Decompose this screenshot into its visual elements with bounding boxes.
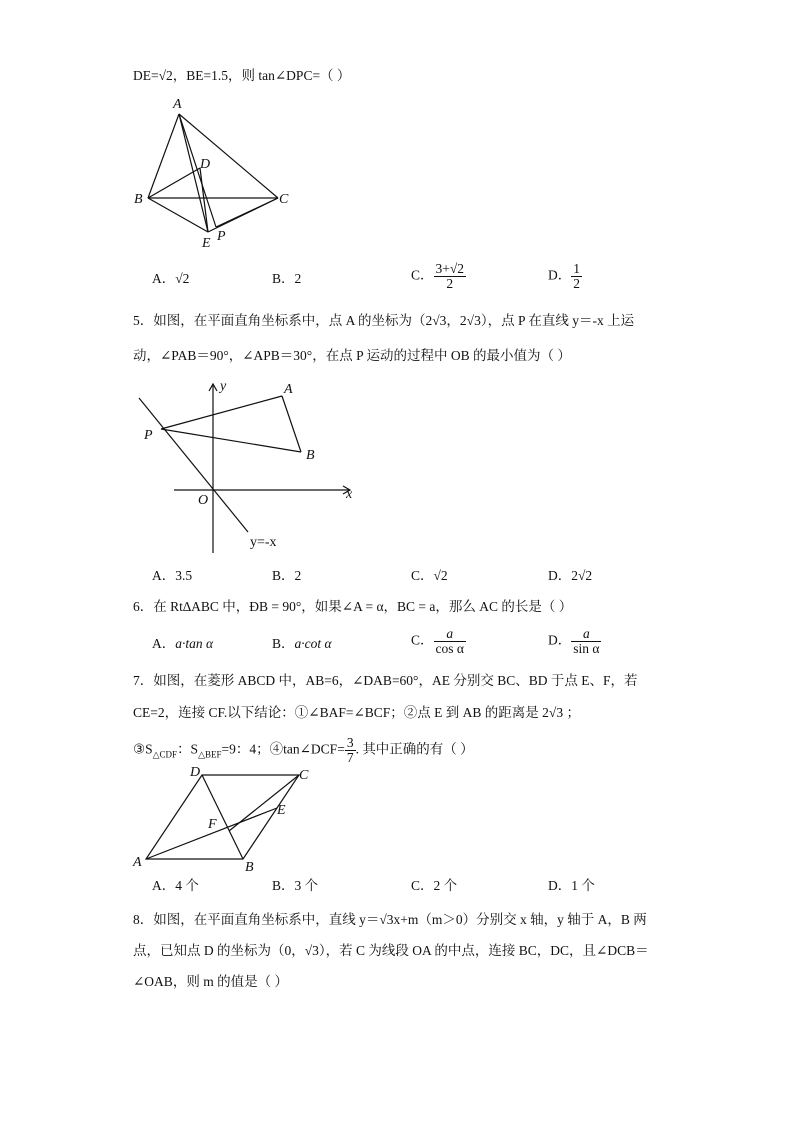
q5-label-a: A — [284, 382, 293, 397]
q5-figure — [130, 370, 365, 560]
q7-option-d[interactable]: D．1 个 — [548, 878, 595, 893]
q5-label-x: x — [346, 487, 353, 502]
q4-option-c[interactable]: C． $\frac{3+√2}{2}$ — [411, 261, 465, 291]
q7-label-a: A — [133, 855, 142, 870]
q7-label-c: C — [299, 768, 309, 783]
q4-option-b[interactable]: B．2 — [272, 271, 302, 286]
q4-label-e: E — [202, 236, 211, 251]
q4-label-p: P — [217, 229, 226, 244]
q8-line-2: 点，已知点 D 的坐标为（0，√3），若 C 为线段 OA 的中点，连接 BC，DC，且∠DCB＝ — [133, 943, 649, 958]
q4-stem-tail: DE=√2，BE=1.5，则 tan∠DPC=（ ） — [133, 68, 351, 83]
q6-option-a[interactable]: A．a·tan α — [152, 636, 214, 651]
q7-line-2: CE=2，连接 CF.以下结论：①∠BAF=∠BCF；②点 E 到 AB 的距离是 2√3 ； — [133, 705, 580, 720]
q4-label-b: B — [134, 192, 143, 207]
q7-line-1: 7．如图，在菱形 ABCD 中，AB=6，∠DAB=60°，AE 分别交 BC、BD 于点 E、F，若 — [133, 673, 638, 688]
q4-label-d: D — [200, 157, 211, 172]
q4-label-c: C — [279, 192, 289, 207]
q5-option-a[interactable]: A．3.5 — [152, 568, 193, 583]
q7-option-b[interactable]: B．3 个 — [272, 878, 319, 893]
q5-label-y: y — [220, 379, 227, 394]
q7-label-f: F — [208, 817, 217, 832]
q6-option-c[interactable]: C． $\frac{a}{\text{cos α}}$ — [411, 626, 464, 656]
q4-option-a[interactable]: A．√2 — [152, 271, 190, 286]
q5-label-b: B — [306, 448, 315, 463]
q7-option-a[interactable]: A．4 个 — [152, 878, 199, 893]
q8-line-1: 8．如图，在平面直角坐标系中，直线 y＝√3x+m（m＞0）分别交 x 轴，y 轴于 A，B 两 — [133, 912, 647, 927]
q6-line-1: 6．在 Rt∆ABC 中，ÐB = 90°，如果∠A = α，BC = a，那么 AC 的长是（ ） — [133, 599, 573, 614]
q4-option-d[interactable]: D． $\frac{1}{2}$ — [548, 261, 580, 291]
q5-label-line: y=-x — [250, 535, 277, 550]
q5-line-2: 动，∠PAB＝90°，∠APB＝30°，在点 P 运动的过程中 OB 的最小值为（ ） — [133, 348, 571, 363]
q7-figure — [130, 765, 320, 875]
q6-option-b[interactable]: B．a·cot α — [272, 636, 332, 651]
q7-label-d: D — [190, 765, 201, 780]
q4-label-a: A — [173, 97, 182, 112]
q5-line-1: 5．如图，在平面直角坐标系中，点 A 的坐标为（2√3，2√3），点 P 在直线 y＝-x 上运 — [133, 313, 635, 328]
q5-option-d[interactable]: D．2√2 — [548, 568, 593, 583]
q7-line-3: $③S_{\triangle CDF}$：$S_{\triangle BEF}=9$：4；④tan∠DCF= $\frac{3}{7}$ . 其中正确的有（ ） — [133, 735, 474, 765]
q5-option-b[interactable]: B．2 — [272, 568, 302, 583]
q5-option-c[interactable]: C．√2 — [411, 568, 448, 583]
q7-label-e: E — [277, 803, 286, 818]
q4-figure — [130, 90, 300, 255]
q5-label-p: P — [144, 428, 153, 443]
q7-option-c[interactable]: C．2 个 — [411, 878, 458, 893]
q6-option-d[interactable]: D． $\frac{a}{\text{sin α}}$ — [548, 626, 600, 656]
q8-line-3: ∠OAB，则 m 的值是（ ） — [133, 974, 288, 989]
q7-label-b: B — [245, 860, 254, 875]
q5-label-o: O — [198, 493, 209, 508]
